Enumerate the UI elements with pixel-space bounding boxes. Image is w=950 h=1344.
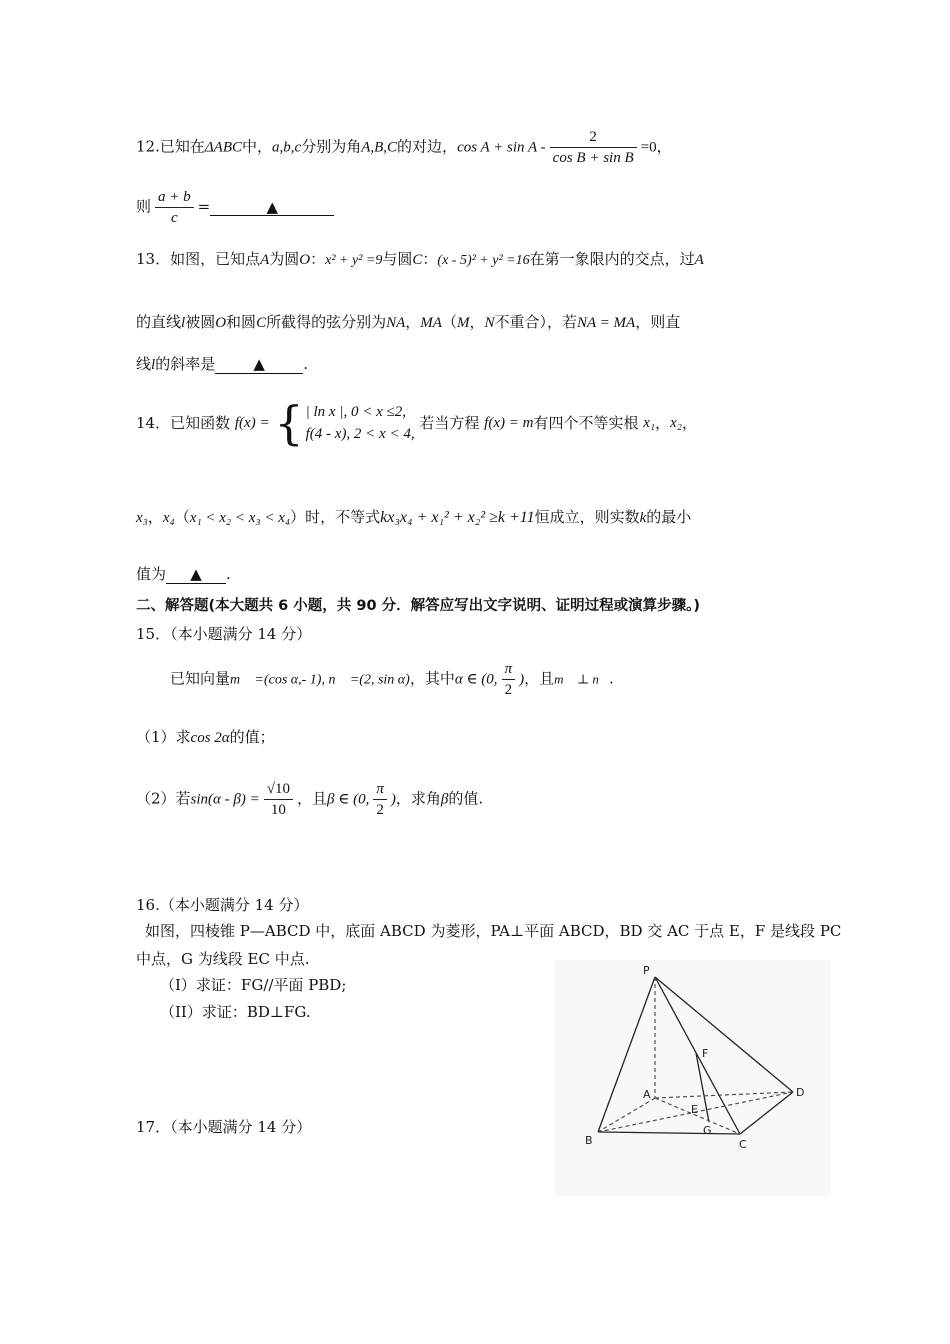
- q13-text-2f: 不重合），若: [494, 313, 578, 331]
- q14-text-c: 有四个不等实根: [533, 414, 639, 432]
- q17-title: 17．（本小题满分 14 分）: [136, 1118, 312, 1136]
- q12-text-c: 分别为角: [301, 137, 362, 156]
- q12-equals: =: [197, 197, 211, 216]
- q13-line3: [136, 355, 308, 374]
- q13-text-3a: 线: [136, 355, 152, 373]
- q14-text-2c: 的最小: [646, 508, 692, 526]
- q14-equation: f(x) = m: [484, 415, 534, 431]
- q15-pi2: π: [373, 780, 387, 800]
- q13-point-a2: A: [694, 252, 704, 268]
- q15-sin-expr: sin(α - β) =: [190, 791, 260, 808]
- q15-given-c: ，且: [524, 669, 555, 688]
- q15-beta: β: [440, 791, 449, 808]
- q12-fraction: [550, 128, 637, 167]
- q13-colon1: ：: [310, 250, 326, 268]
- q15-close: ): [519, 671, 525, 688]
- q16-part2: （II）求证：BD⊥FG.: [160, 1003, 311, 1021]
- q15-p1-a: （1）求: [136, 728, 191, 746]
- q14-x2: x₂: [670, 415, 683, 431]
- q14-text-2a: ）时，不等式: [290, 508, 381, 526]
- q15-ten: 10: [270, 802, 286, 818]
- q15-p2-d: 的值.: [448, 789, 484, 808]
- label-B: B: [585, 1134, 593, 1147]
- q14-order: x₁ < x₂ < x₃ < x₄: [189, 510, 291, 526]
- q15-two: 2: [504, 682, 513, 698]
- label-C: C: [739, 1138, 747, 1151]
- q13-line2: [136, 313, 680, 332]
- q14-text-3a: 值为: [136, 565, 167, 583]
- q14-text-a: 14．已知函数: [136, 414, 231, 432]
- figure-background: [555, 960, 831, 1196]
- q14-comma-b: ，: [682, 414, 698, 432]
- q15-given-a: 已知向量: [170, 669, 231, 688]
- q13-text-2a: 的直线: [136, 313, 182, 331]
- q15-alpha-range: α ∈ (0,: [454, 671, 498, 688]
- q12-answer-fraction: [155, 188, 194, 227]
- q14-paren-open: （: [174, 508, 190, 526]
- q13-var-o: O: [215, 315, 227, 331]
- q12-line1: [136, 128, 672, 167]
- q15-pi-over-2-b: [373, 780, 387, 819]
- q13-point-a: A: [260, 252, 270, 268]
- q13-line1: [136, 250, 704, 270]
- q13-na: NA: [386, 315, 406, 331]
- q14-blank-triangle: ▲: [190, 565, 202, 583]
- q13-condition: NA = MA: [577, 315, 636, 331]
- q13-circle-c: C: [412, 252, 423, 268]
- q15-beta-range: β ∈ (0,: [327, 791, 370, 808]
- q13-text-a: 13．如图，已知点: [136, 250, 261, 268]
- q13-text-2b: 被圆: [185, 313, 216, 331]
- q13-text-3b: 的斜率是: [155, 355, 216, 373]
- q15-sqrt10-over-10: [264, 780, 293, 819]
- q14-x1: x₁: [643, 415, 656, 431]
- q15-p2-a: （2）若: [136, 789, 191, 808]
- q14-line1: [136, 396, 698, 450]
- q13-var-c: C: [256, 315, 267, 331]
- label-P: P: [643, 964, 650, 977]
- q14-k: k: [639, 510, 647, 526]
- q14-end: .: [226, 565, 231, 583]
- q12-text-d: 的对边，: [397, 137, 458, 156]
- q12-answer-blank: [210, 199, 334, 217]
- q15-close2: ): [390, 791, 396, 808]
- q15-part1: [136, 728, 275, 747]
- q13-eq-c: (x - 5)² + y² =16: [437, 253, 530, 268]
- q13-line-l2: l: [151, 357, 156, 373]
- q13-comma2: ，: [469, 313, 485, 331]
- label-G: G: [703, 1124, 712, 1137]
- q13-circle-o: O: [299, 252, 311, 268]
- pyramid-figure: [555, 960, 831, 1196]
- q14-line2: [136, 508, 691, 527]
- label-F: F: [702, 1047, 709, 1060]
- q12-text: 12.已知在: [136, 137, 205, 156]
- q13-text-b: 为圆: [269, 250, 300, 268]
- q15-p2-b: ，且: [297, 789, 328, 808]
- q12-frac-num: 2: [550, 128, 637, 148]
- q13-text-d: 在第一象限内的交点，过: [529, 250, 695, 268]
- q12-text-b: 中，: [242, 137, 273, 156]
- q12-prefix: 则: [136, 197, 152, 216]
- q13-sep: ，: [405, 313, 421, 331]
- q13-end: .: [303, 355, 308, 373]
- q12-expr-rhs: =0，: [640, 139, 672, 156]
- q15-given-b: ，其中: [409, 669, 455, 688]
- q13-ma: MA: [420, 315, 442, 331]
- q16-desc1: 如图，四棱锥 P—ABCD 中，底面 ABCD 为菱形，PA⊥平面 ABCD，BD 交 AC 于点 E，F 是线段 PC: [145, 922, 842, 940]
- q13-n: N: [484, 315, 495, 331]
- q12-triangle: ΔABC: [204, 139, 242, 156]
- q15-pi-over-2: [502, 660, 516, 699]
- q14-x4: x₄: [162, 510, 175, 526]
- q14-comma-c: ，: [147, 508, 163, 526]
- q13-answer-blank: [215, 356, 303, 374]
- q12-ans-den: c: [170, 210, 178, 226]
- q14-answer-blank: [166, 566, 226, 584]
- q15-p1-b: 的值；: [229, 728, 275, 746]
- q15-given: [170, 660, 614, 699]
- q12-ans-num: a + b: [155, 188, 194, 208]
- q16-part1: （I）求证：FG//平面 PBD;: [160, 976, 347, 994]
- q14-inequality: kx₃x₄ + x₁² + x₂² ≥k +11: [380, 509, 535, 526]
- q15-given-end: .: [608, 669, 614, 688]
- q16-desc2: 中点，G 为线段 EC 中点.: [136, 950, 310, 968]
- q16-title: 16.（本小题满分 14 分）: [136, 896, 309, 914]
- q14-piecewise: [274, 396, 415, 450]
- q15-sqrt10: √10: [264, 780, 293, 800]
- q14-line3: [136, 565, 231, 584]
- q15-part2: [136, 780, 483, 819]
- q14-text-b: 若当方程: [419, 414, 480, 432]
- q14-case1: | ln x |, 0 < x ≤2,: [305, 403, 406, 420]
- q15-pi: π: [502, 660, 516, 680]
- q12-line2: [136, 188, 334, 227]
- q13-text-2g: ，则直: [635, 313, 681, 331]
- q14-comma-a: ，: [655, 414, 671, 432]
- label-A: A: [643, 1088, 651, 1101]
- q13-line-l: l: [181, 315, 186, 331]
- q12-expr-lhs: cos A + sin A -: [457, 139, 546, 156]
- q13-colon2: ：: [422, 250, 438, 268]
- q15-two2: 2: [376, 802, 384, 818]
- q13-text-2e: （: [441, 313, 457, 331]
- section2-heading: 二、解答题(本大题共 6 小题，共 90 分．解答应写出文字说明、证明过程或演算步骤。): [136, 598, 700, 614]
- q15-title: 15．（本小题满分 14 分）: [136, 625, 312, 643]
- q15-cos2alpha: cos 2α: [190, 730, 230, 746]
- label-E: E: [691, 1103, 698, 1116]
- q13-text-c: 与圆: [382, 250, 413, 268]
- q15-p2-c: ，求角: [395, 789, 441, 808]
- q12-angles: A,B,C: [361, 139, 398, 156]
- q12-frac-den: cos B + sin B: [552, 150, 634, 166]
- q15-perp: m⃗ ⊥ n⃗: [554, 671, 609, 687]
- q14-x3: x₃: [136, 510, 148, 526]
- q13-blank-triangle: ▲: [253, 355, 265, 373]
- q12-blank-triangle: ▲: [266, 197, 278, 216]
- q12-sides: a,b,c: [272, 139, 302, 156]
- q14-brace: {: [274, 396, 304, 450]
- q15-vectors: m⃗ =(cos α,- 1), n⃗ =(2, sin α): [230, 672, 410, 688]
- q14-case2: f(4 - x), 2 < x < 4,: [305, 426, 415, 442]
- q14-text-2b: 恒成立，则实数: [534, 508, 640, 526]
- q13-m: M: [456, 315, 470, 331]
- q13-text-2d: 所截得的弦分别为: [266, 313, 387, 331]
- label-D: D: [796, 1086, 805, 1099]
- q13-text-2c: 和圆: [226, 313, 257, 331]
- q14-fx: f(x) =: [234, 415, 270, 431]
- q13-eq-o: x² + y² =9: [325, 253, 383, 268]
